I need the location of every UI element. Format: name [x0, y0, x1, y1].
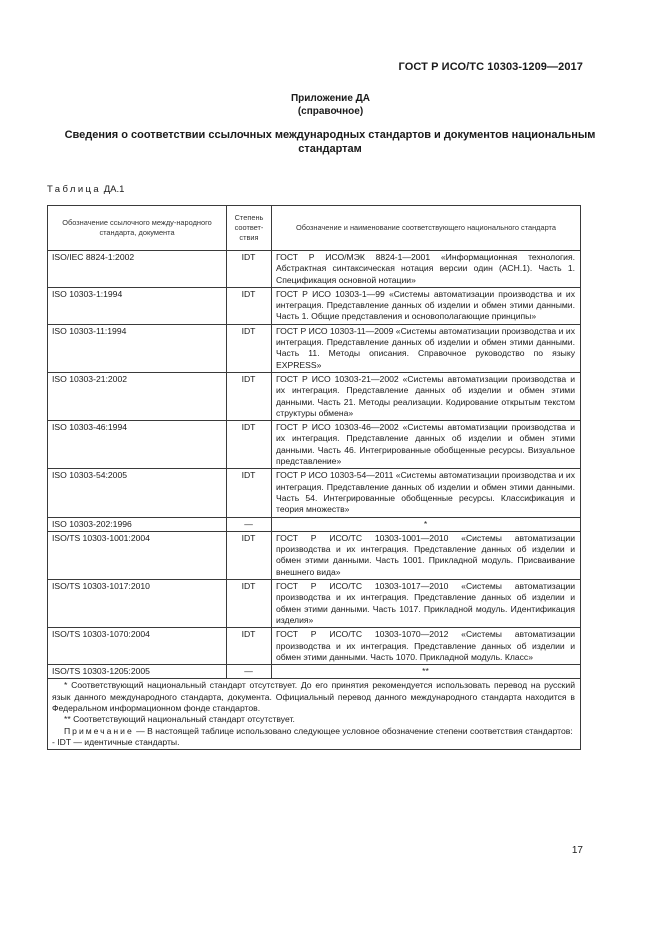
table-row: [48, 531, 581, 579]
cell-national: ГОСТ Р ИСО 10303-46—2002 «Системы автоматизации производства и их интеграция. Представление данных об изделии и обмен этими данными. Часть 46. Интегрированные обобщенные ресурсы. Визуальное представление»: [272, 421, 581, 469]
table-notes: [48, 679, 581, 750]
note-label: Примечание: [64, 725, 134, 736]
table-caption-number: ДА.1: [103, 184, 125, 195]
cell-national: ГОСТ Р ИСО 10303-54—2011 «Системы автоматизации производства и их интеграция. Представление данных об изделии и обмен этими данными. Часть 54. Интегрированные обобщенные ресурсы. Классификация и теория множеств»: [272, 469, 581, 517]
cell-degree: —: [227, 665, 272, 679]
cell-degree: —: [227, 517, 272, 531]
cell-degree: IDT: [227, 287, 272, 324]
cell-degree: IDT: [227, 469, 272, 517]
footnote-single-asterisk: * Соответствующий национальный стандарт отсутствует. До его принятия рекомендуется использовать перевод на русский язык данного международного стандарта, документа. Официальный перевод данного международного стандарта находится в Федеральном информационном фонде стандартов.: [52, 680, 575, 713]
header-national-standard: Обозначение и наименование соответствующего национального стандарта: [272, 206, 581, 251]
cell-reference: ISO 10303-11:1994: [48, 324, 227, 372]
appendix-title: Приложение ДА: [290, 93, 371, 104]
cell-reference: ISO 10303-202:1996: [48, 517, 227, 531]
cell-degree: IDT: [227, 531, 272, 579]
table-notes-row: [48, 679, 581, 750]
page-number: 17: [571, 845, 583, 856]
table-row: [48, 628, 581, 665]
cell-reference: ISO/TS 10303-1001:2004: [48, 531, 227, 579]
table-row: [48, 517, 581, 531]
table-note: [52, 726, 575, 737]
cell-national: ГОСТ Р ИСО/ТС 10303-1017—2010 «Системы автоматизации производства и их интеграция. Представление данных об изделии и обмен этими данными. Часть 1017. Прикладной модуль. Идентификация изделия»: [272, 580, 581, 628]
cell-national: ГОСТ Р ИСО/ТС 10303-1001—2010 «Системы автоматизации производства и их интеграция. Представление данных об изделии и обмен этими данными. Часть 1001. Прикладной модуль. Присваивание внешнего вида»: [272, 531, 581, 579]
cell-national: ГОСТ Р ИСО/МЭК 8824-1—2001 «Информационная технология. Абстрактная синтаксическая нотация версии один (АСН.1). Часть 1. Спецификация основной нотации»: [272, 251, 581, 288]
table-row: [48, 421, 581, 469]
cell-reference: ISO/IEC 8824-1:2002: [48, 251, 227, 288]
header-degree: Степень соответ-ствия: [227, 206, 272, 251]
table-caption: [47, 184, 124, 195]
cell-reference: ISO 10303-46:1994: [48, 421, 227, 469]
section-heading: Сведения о соответствии ссылочных международных стандартов и документов национальным стандартам: [64, 129, 596, 155]
cell-reference: ISO/TS 10303-1017:2010: [48, 580, 227, 628]
correspondence-table: [47, 205, 581, 750]
document-code: ГОСТ Р ИСО/ТС 10303-1209—2017: [398, 61, 583, 73]
appendix-subtitle: (справочное): [297, 106, 364, 117]
cell-reference: ISO 10303-1:1994: [48, 287, 227, 324]
cell-national: *: [272, 517, 581, 531]
cell-national: ГОСТ Р ИСО 10303-1—99 «Системы автоматизации производства и их интеграция. Представление данных об изделии и обмен этими данными. Часть 1. Общие представления и основополагающие принципы»: [272, 287, 581, 324]
table-row: [48, 580, 581, 628]
cell-national: ГОСТ Р ИСО/ТС 10303-1070—2012 «Системы автоматизации производства и их интеграция. Представление данных об изделии и обмен этими данными. Часть 1070. Прикладной модуль. Класс»: [272, 628, 581, 665]
note-list-item: - IDT — идентичные стандарты.: [52, 736, 180, 747]
table-row: [48, 324, 581, 372]
cell-degree: IDT: [227, 372, 272, 420]
table-row: [48, 665, 581, 679]
cell-reference: ISO 10303-54:2005: [48, 469, 227, 517]
cell-reference: ISO/TS 10303-1205:2005: [48, 665, 227, 679]
cell-degree: IDT: [227, 580, 272, 628]
table-caption-word: Таблица: [47, 184, 102, 195]
table-row: [48, 287, 581, 324]
table-row: [48, 251, 581, 288]
cell-degree: IDT: [227, 324, 272, 372]
cell-reference: ISO 10303-21:2002: [48, 372, 227, 420]
table-row: [48, 372, 581, 420]
cell-degree: IDT: [227, 628, 272, 665]
cell-degree: IDT: [227, 421, 272, 469]
table-header-row: [48, 206, 581, 251]
cell-reference: ISO/TS 10303-1070:2004: [48, 628, 227, 665]
cell-degree: IDT: [227, 251, 272, 288]
note-text: — В настоящей таблице использовано следующее условное обозначение степени соответствия стандартов:: [133, 725, 573, 736]
header-reference-standard: Обозначение ссылочного между-народного стандарта, документа: [48, 206, 227, 251]
cell-national: ГОСТ Р ИСО 10303-21—2002 «Системы автоматизации производства и их интеграция. Представление данных об изделии и обмен этими данными. Часть 21. Методы реализации. Кодирование открытым текстом структуры обмена»: [272, 372, 581, 420]
cell-national: **: [272, 665, 581, 679]
footnote-double-asterisk: ** Соответствующий национальный стандарт отсутствует.: [64, 714, 295, 725]
table-row: [48, 469, 581, 517]
cell-national: ГОСТ Р ИСО 10303-11—2009 «Системы автоматизации производства и их интеграция. Представление данных об изделии и обмен этими данными. Часть 11. Методы описания. Справочное руководство по языку EXPRESS»: [272, 324, 581, 372]
